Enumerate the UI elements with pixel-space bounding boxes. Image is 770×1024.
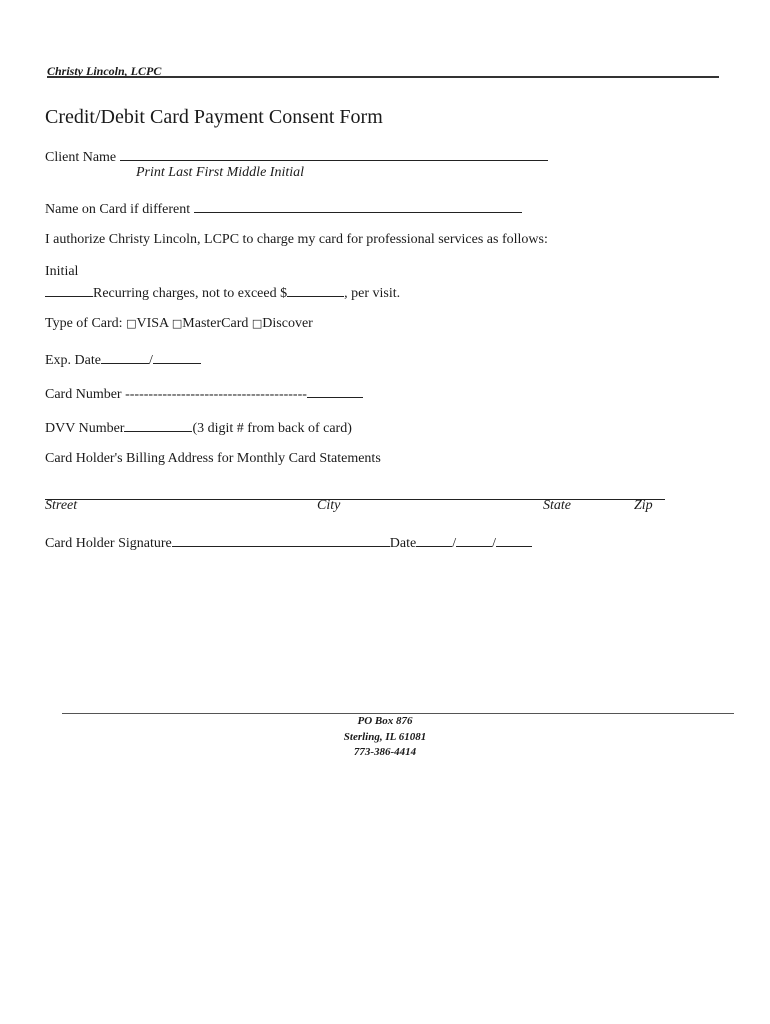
card-number-row [45,383,363,403]
card-type-label: Type of Card: [45,316,123,331]
exp-date-separator: / [148,353,153,368]
mastercard-label: MasterCard [182,316,249,331]
client-name-field[interactable] [120,146,548,161]
client-name-row [45,146,548,166]
dvv-field[interactable] [124,417,192,432]
exp-year-field[interactable] [153,349,201,364]
card-number-field[interactable] [307,383,363,398]
card-number-label: Card Number [45,387,122,402]
client-name-hint: Print Last First Middle Initial [136,165,305,180]
initial-label: Initial [45,264,79,279]
name-on-card-row [45,198,522,218]
client-name-label: Client Name [45,150,117,165]
name-on-card-label: Name on Card if different [45,202,191,217]
billing-address-line[interactable] [45,499,665,500]
dvv-label: DVV Number [45,421,125,436]
card-number-dashes[interactable]: --------------------------------------- [125,387,307,402]
recurring-row [45,282,400,302]
footer-city-state: Sterling, IL 61081 [343,731,427,743]
per-visit-label: , per visit. [344,286,401,301]
name-on-card-field[interactable] [194,198,522,213]
discover-label: Discover [262,316,313,331]
recurring-label: Recurring charges, not to exceed $ [93,286,288,301]
date-separator-2: / [492,536,496,551]
footer-phone: 773-386-4414 [353,746,417,758]
initial-field[interactable] [45,282,93,297]
footer-divider [62,713,734,714]
practice-name-header: Christy Lincoln, LCPC [47,64,162,78]
date-day-field[interactable] [456,532,492,547]
card-type-row [45,316,313,332]
visa-label: VISA [136,316,169,331]
visa-checkbox[interactable]: □ [126,317,137,330]
date-month-field[interactable] [416,532,452,547]
exp-date-row [45,349,201,369]
signature-label: Card Holder Signature [45,536,172,551]
form-title: Credit/Debit Card Payment Consent Form [45,106,383,128]
zip-label: Zip [634,498,653,513]
authorization-text: I authorize Christy Lincoln, LCPC to charge my card for professional services as follows: [45,232,548,247]
exp-month-field[interactable] [101,349,149,364]
signature-row [45,532,532,552]
billing-label: Card Holder's Billing Address for Monthly Card Statements [45,451,381,466]
recurring-amount-field[interactable] [287,282,344,297]
street-label: Street [45,498,78,513]
mastercard-checkbox[interactable]: □ [171,317,183,330]
footer-po-box: PO Box 876 [357,715,413,727]
signature-field[interactable] [172,532,390,547]
state-label: State [543,498,571,513]
city-label: City [317,498,341,513]
header-divider [47,76,719,78]
date-separator-1: / [452,536,457,551]
exp-date-label: Exp. Date [45,353,101,368]
dvv-hint: (3 digit # from back of card) [192,421,352,436]
date-year-field[interactable] [496,532,532,547]
discover-checkbox[interactable]: □ [251,317,263,330]
signature-date-label: Date [389,536,417,551]
dvv-row [45,417,352,437]
